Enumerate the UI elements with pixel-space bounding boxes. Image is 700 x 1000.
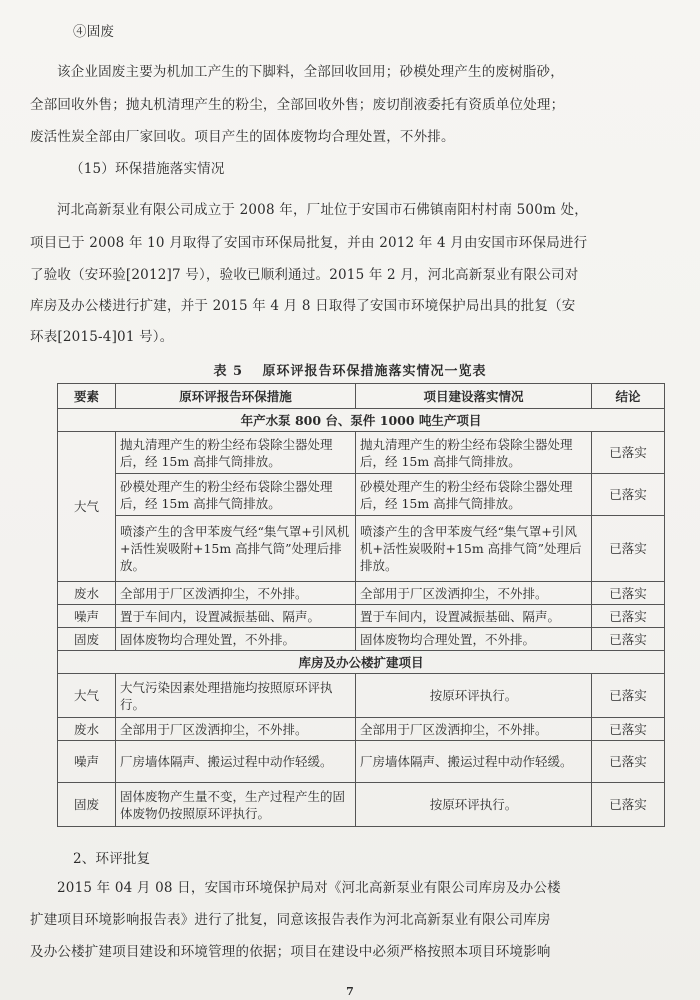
implemented-cell: 按原环评执行。 xyxy=(356,783,592,827)
factor-cell: 大气 xyxy=(58,432,116,582)
conclusion-cell: 已落实 xyxy=(592,474,665,516)
implemented-cell: 砂模处理产生的粉尘经布袋除尘器处理后，经 15m 高排气筒排放。 xyxy=(356,474,592,516)
approval-heading: 2、环评批复 xyxy=(73,851,151,867)
table-header-row xyxy=(58,384,665,409)
table-row xyxy=(58,432,665,474)
implemented-cell: 喷漆产生的含甲苯废气经“集气罩+引风机+活性炭吸附+15m 高排气筒”处理后排放。 xyxy=(356,516,592,582)
original-cell: 全部用于厂区泼洒抑尘，不外排。 xyxy=(116,582,356,605)
table-caption: 表 5 原环评报告环保措施落实情况一览表 xyxy=(213,364,487,379)
company-line-3: 了验收（安环验[2012]7 号），验收已顺利通过。2015 年 2 月，河北高新泵业有限公司对 xyxy=(30,267,579,283)
table-row xyxy=(58,783,665,827)
implemented-cell: 固体废物均合理处置，不外排。 xyxy=(356,628,592,651)
factor-cell: 固废 xyxy=(58,628,116,651)
section-row-production xyxy=(58,409,665,432)
conclusion-cell: 已落实 xyxy=(592,741,665,783)
solid-waste-heading: ④固废 xyxy=(73,24,115,40)
original-cell: 置于车间内，设置减振基础、隔声。 xyxy=(116,605,356,628)
table-row xyxy=(58,605,665,628)
conclusion-cell: 已落实 xyxy=(592,432,665,474)
solid-waste-line-1: 该企业固废主要为机加工产生的下脚料，全部回收回用；砂模处理产生的废树脂砂， xyxy=(57,64,564,80)
original-cell: 大气污染因素处理措施均按照原环评执行。 xyxy=(116,674,356,718)
table-row xyxy=(58,674,665,718)
section-row-expansion xyxy=(58,651,665,674)
implemented-cell: 抛丸清理产生的粉尘经布袋除尘器处理后，经 15m 高排气筒排放。 xyxy=(356,432,592,474)
section-15-heading: （15）环保措施落实情况 xyxy=(70,161,225,177)
table-row xyxy=(58,741,665,783)
table-row xyxy=(58,582,665,605)
factor-cell: 噪声 xyxy=(58,605,116,628)
section-title: 库房及办公楼扩建项目 xyxy=(58,651,665,674)
conclusion-cell: 已落实 xyxy=(592,516,665,582)
implemented-cell: 按原环评执行。 xyxy=(356,674,592,718)
original-cell: 固体废物产生量不变，生产过程产生的固体废物仍按照原环评执行。 xyxy=(116,783,356,827)
factor-cell: 固废 xyxy=(58,783,116,827)
measures-table xyxy=(57,383,665,827)
conclusion-cell: 已落实 xyxy=(592,628,665,651)
approval-line-3: 及办公楼扩建项目建设和环境管理的依据；项目在建设中必须严格按照本项目环境影响 xyxy=(30,944,551,960)
original-cell: 喷漆产生的含甲苯废气经“集气罩+引风机+活性炭吸附+15m 高排气筒”处理后排放。 xyxy=(116,516,356,582)
conclusion-cell: 已落实 xyxy=(592,582,665,605)
company-line-2: 项目已于 2008 年 10 月取得了安国市环保局批复，并由 2012 年 4 月由安国市环保局进行 xyxy=(30,235,588,251)
implemented-cell: 全部用于厂区泼洒抑尘，不外排。 xyxy=(356,718,592,741)
factor-cell: 噪声 xyxy=(58,741,116,783)
section-title: 年产水泵 800 台、泵件 1000 吨生产项目 xyxy=(58,409,665,432)
implemented-cell: 置于车间内，设置减振基础、隔声。 xyxy=(356,605,592,628)
company-line-4: 库房及办公楼进行扩建，并于 2015 年 4 月 8 日取得了安国市环境保护局出具的批复（安 xyxy=(30,298,576,314)
approval-line-1: 2015 年 04 月 08 日，安国市环境保护局对《河北高新泵业有限公司库房及办公楼 xyxy=(57,880,561,896)
table-row xyxy=(58,628,665,651)
conclusion-cell: 已落实 xyxy=(592,674,665,718)
original-cell: 固体废物均合理处置，不外排。 xyxy=(116,628,356,651)
table-row xyxy=(58,474,665,516)
factor-cell: 废水 xyxy=(58,718,116,741)
original-cell: 抛丸清理产生的粉尘经布袋除尘器处理后，经 15m 高排气筒排放。 xyxy=(116,432,356,474)
table-row xyxy=(58,516,665,582)
solid-waste-line-3: 废活性炭全部由厂家回收。项目产生的固体废物均合理处置，不外排。 xyxy=(30,129,455,145)
conclusion-cell: 已落实 xyxy=(592,718,665,741)
original-cell: 厂房墙体隔声、搬运过程中动作轻缓。 xyxy=(116,741,356,783)
header-conclusion: 结论 xyxy=(592,384,665,409)
header-implemented: 项目建设落实情况 xyxy=(356,384,592,409)
page-number: 7 xyxy=(346,985,354,998)
company-line-5: 环表[2015-4]01 号）。 xyxy=(30,329,174,345)
company-line-1: 河北高新泵业有限公司成立于 2008 年，厂址位于安国市石佛镇南阳村村南 500m 处， xyxy=(57,202,588,218)
original-cell: 全部用于厂区泼洒抑尘，不外排。 xyxy=(116,718,356,741)
conclusion-cell: 已落实 xyxy=(592,605,665,628)
factor-cell: 废水 xyxy=(58,582,116,605)
factor-cell: 大气 xyxy=(58,674,116,718)
header-factor: 要素 xyxy=(58,384,116,409)
approval-line-2: 扩建项目环境影响报告表》进行了批复，同意该报告表作为河北高新泵业有限公司库房 xyxy=(30,912,551,928)
header-original: 原环评报告环保措施 xyxy=(116,384,356,409)
table-row xyxy=(58,718,665,741)
implemented-cell: 厂房墙体隔声、搬运过程中动作轻缓。 xyxy=(356,741,592,783)
solid-waste-line-2: 全部回收外售；抛丸机清理产生的粉尘，全部回收外售；废切削液委托有资质单位处理； xyxy=(30,97,565,113)
implemented-cell: 全部用于厂区泼洒抑尘，不外排。 xyxy=(356,582,592,605)
original-cell: 砂模处理产生的粉尘经布袋除尘器处理后，经 15m 高排气筒排放。 xyxy=(116,474,356,516)
conclusion-cell: 已落实 xyxy=(592,783,665,827)
